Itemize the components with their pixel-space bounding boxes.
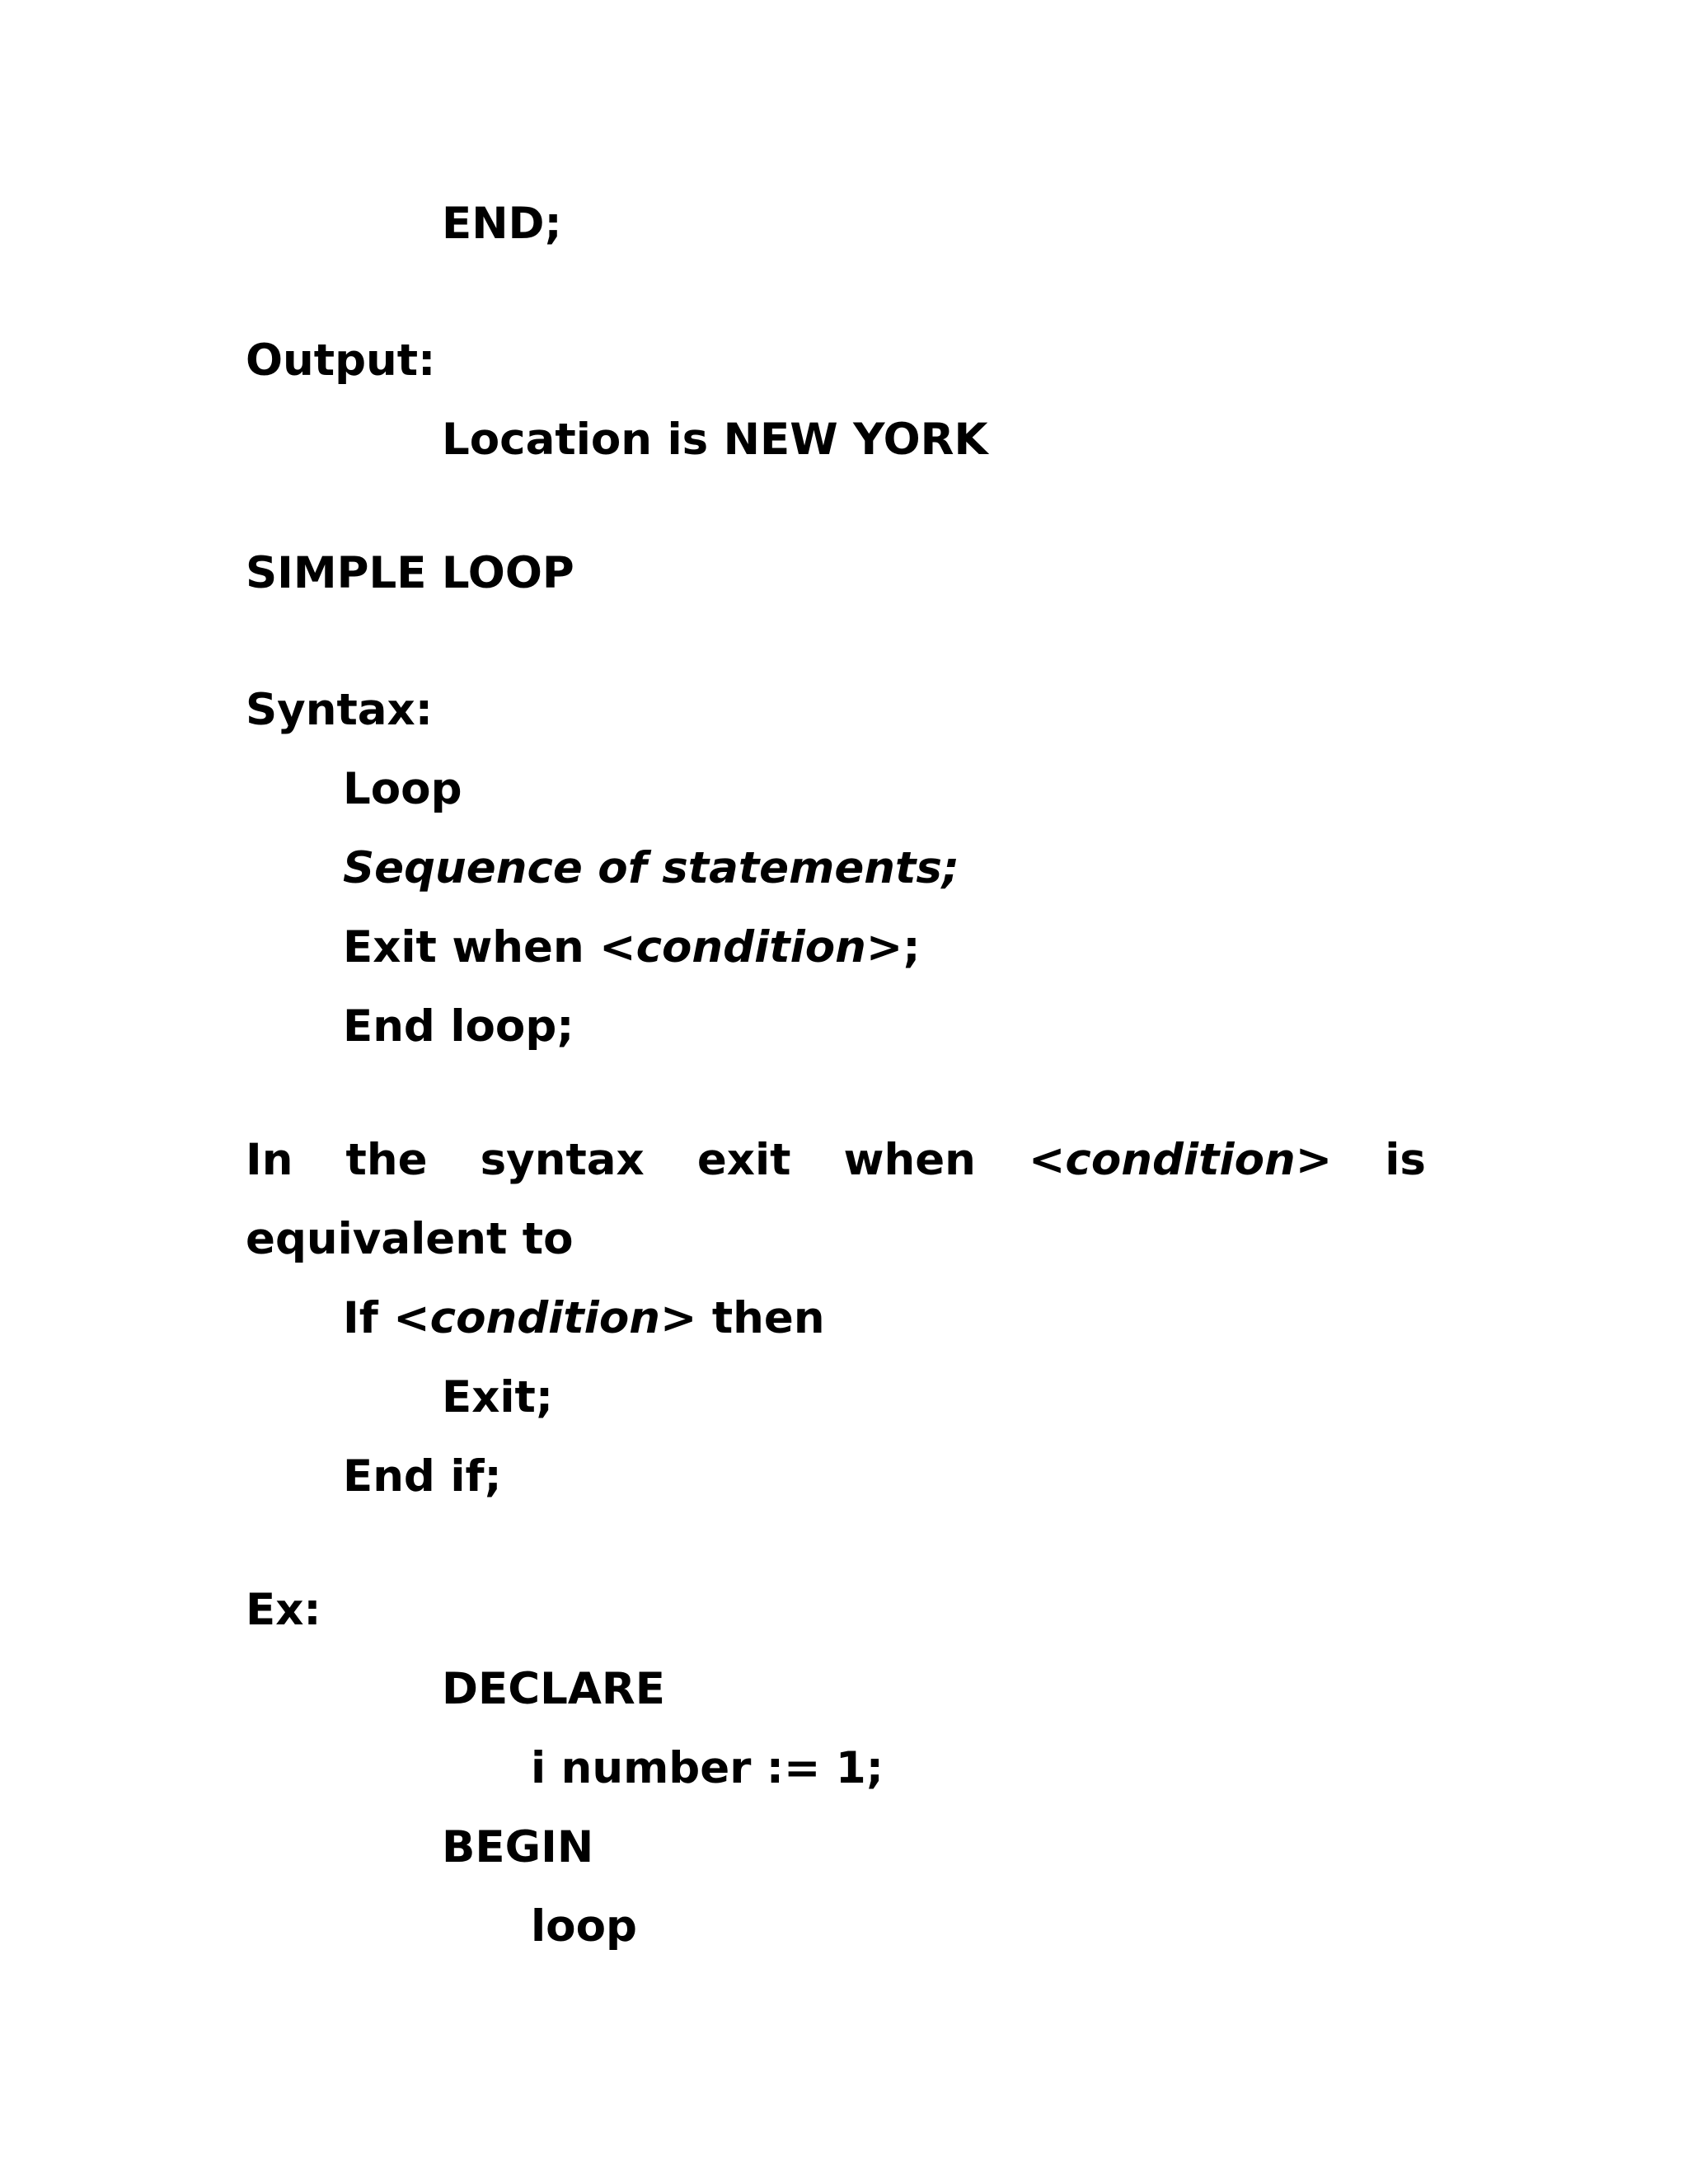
example-begin: BEGIN	[442, 1822, 594, 1872]
paragraph-condition	[1029, 1134, 1332, 1187]
if-lt: <	[393, 1293, 430, 1343]
paragraph-word: syntax	[480, 1135, 645, 1185]
paragraph-word: In	[246, 1135, 293, 1185]
syntax-end-loop: End loop;	[343, 1001, 574, 1052]
if-condition: condition	[429, 1293, 660, 1343]
paragraph-line-2: equivalent to	[246, 1214, 574, 1264]
example-declare: DECLARE	[442, 1664, 665, 1714]
example-label: Ex:	[246, 1585, 321, 1635]
if-exit-statement: Exit;	[442, 1372, 554, 1422]
paragraph-word: when	[843, 1135, 976, 1185]
output-label: Output:	[246, 335, 436, 386]
example-loop: loop	[531, 1901, 637, 1952]
syntax-exit-when	[343, 921, 921, 974]
paragraph-word: the	[345, 1135, 428, 1185]
syntax-label: Syntax:	[246, 685, 433, 735]
end-statement: END;	[442, 199, 562, 249]
if-suffix: > then	[659, 1293, 825, 1343]
syntax-sequence: Sequence of statements;	[343, 843, 960, 893]
exit-when-condition: condition	[635, 922, 866, 972]
paragraph-cond-gt: >	[1295, 1135, 1333, 1185]
paragraph-word: is	[1385, 1135, 1426, 1185]
exit-when-text: Exit when	[343, 922, 600, 972]
output-value: Location is NEW YORK	[442, 415, 988, 465]
paragraph-word: exit	[696, 1135, 791, 1185]
if-prefix: If	[343, 1293, 394, 1343]
paragraph-cond-lt: <	[1029, 1135, 1066, 1185]
paragraph-cond-word: condition	[1065, 1135, 1296, 1185]
exit-when-lt: <	[599, 922, 636, 972]
if-line	[343, 1292, 825, 1345]
exit-when-suffix: >;	[865, 922, 921, 972]
example-var-decl: i number := 1;	[531, 1743, 884, 1793]
end-if: End if;	[343, 1451, 502, 1502]
section-heading: SIMPLE LOOP	[246, 548, 574, 598]
syntax-loop: Loop	[343, 764, 462, 814]
paragraph-line-1	[246, 1134, 1426, 1187]
